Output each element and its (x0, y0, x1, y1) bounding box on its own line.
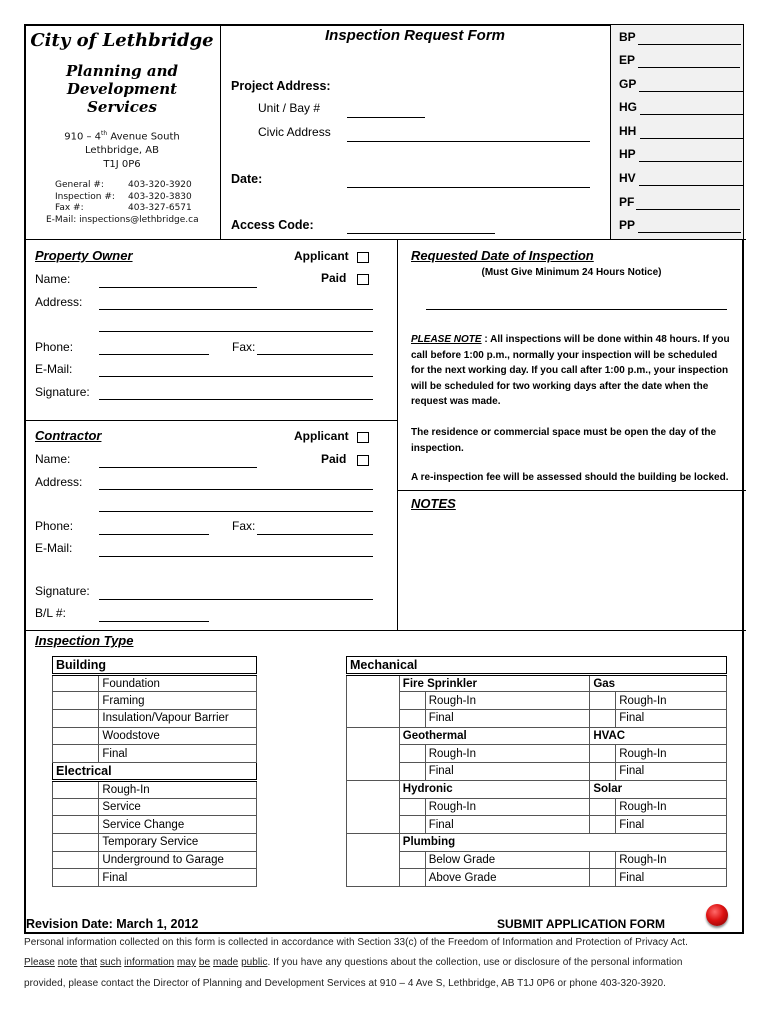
gas-header: Gas (590, 674, 727, 692)
dept-address (24, 127, 220, 172)
open-notice: The residence or commercial space must be open the day of the inspection. (411, 427, 717, 454)
mech-group-cell (347, 833, 400, 886)
contractor-fax-label: Fax: (232, 519, 256, 533)
code-label: PF (619, 195, 635, 209)
header-divider (24, 239, 746, 240)
electrical-item: Underground to Garage (99, 851, 257, 869)
plumbing-check-above-grade[interactable] (399, 869, 425, 887)
building-check-final[interactable] (53, 745, 99, 763)
owner-contractor-divider (24, 420, 398, 421)
building-item: Final (99, 745, 257, 763)
building-electrical-table (52, 656, 257, 887)
contractor-signature-field[interactable] (99, 599, 373, 600)
mech-item: Rough-In (425, 692, 590, 710)
code-field-bp[interactable] (638, 44, 741, 45)
mech-item: Final (616, 816, 727, 834)
contractor-applicant-checkbox[interactable] (357, 432, 369, 443)
contractor-address-field-1[interactable] (99, 489, 373, 490)
mech-group-cell (347, 727, 400, 780)
owner-email-field[interactable] (99, 376, 373, 377)
contact-email: E-Mail: inspections@lethbridge.ca (46, 215, 199, 225)
notes-title: NOTES (411, 496, 456, 511)
contractor-name-field[interactable] (99, 467, 257, 468)
contact-general: General #: 403-320-3920 (55, 180, 192, 190)
mech-group-cell (347, 674, 400, 727)
contractor-email-field[interactable] (99, 556, 373, 557)
gas-check-rough-in[interactable] (590, 692, 616, 710)
electrical-check-final[interactable] (53, 869, 99, 887)
hvac-header: HVAC (590, 727, 727, 745)
gas-check-final[interactable] (590, 710, 616, 728)
dept-line: Development (66, 80, 178, 98)
solar-header: Solar (590, 780, 727, 798)
electrical-check-underground[interactable] (53, 851, 99, 869)
address-postal: T1J 0P6 (103, 159, 141, 171)
mech-item: Rough-In (616, 798, 727, 816)
fire-sprinkler-check-rough-in[interactable] (399, 692, 425, 710)
owner-applicant-checkbox[interactable] (357, 252, 369, 263)
contractor-phone-field[interactable] (99, 534, 209, 535)
contractor-address-field-2[interactable] (99, 511, 373, 512)
date-field[interactable] (347, 187, 590, 188)
electrical-check-service[interactable] (53, 798, 99, 816)
owner-phone-label: Phone: (35, 340, 74, 354)
contractor-paid-checkbox[interactable] (357, 455, 369, 466)
access-code-label: Access Code: (231, 218, 314, 232)
contractor-paid-label: Paid (321, 452, 347, 466)
owner-signature-label: Signature: (35, 385, 90, 399)
contact-inspection: Inspection #: 403-320-3830 (55, 191, 192, 202)
owner-signature-field[interactable] (99, 399, 373, 400)
building-header: Building (53, 657, 257, 675)
code-label: PP (619, 218, 636, 232)
code-label: HH (619, 124, 637, 138)
code-field-hv[interactable] (639, 185, 743, 186)
access-code-field[interactable] (347, 233, 495, 234)
geothermal-check-rough-in[interactable] (399, 745, 425, 763)
reinspection-notice: A re-inspection fee will be assessed should the building be locked. (411, 472, 729, 483)
mech-item: Final (425, 710, 590, 728)
plumbing-check-below-grade[interactable] (399, 851, 425, 869)
geothermal-check-final[interactable] (399, 763, 425, 781)
form-title: Inspection Request Form (324, 27, 506, 44)
building-check-woodstove[interactable] (53, 727, 99, 745)
mechanical-table (346, 656, 727, 887)
code-label: BP (619, 30, 636, 44)
mechanical-header: Mechanical (347, 657, 727, 675)
owner-address-field-1[interactable] (99, 309, 373, 310)
mech-group-cell (347, 780, 400, 833)
contact-list (55, 180, 192, 215)
owner-fax-label: Fax: (232, 340, 256, 354)
building-item: Woodstove (99, 727, 257, 745)
mech-item: Above Grade (425, 869, 590, 887)
hydronic-header: Hydronic (399, 780, 590, 798)
mech-item: Final (616, 763, 727, 781)
electrical-check-service-change[interactable] (53, 816, 99, 834)
contractor-phone-label: Phone: (35, 519, 74, 533)
electrical-check-temporary-service[interactable] (53, 833, 99, 851)
mech-item: Rough-In (616, 745, 727, 763)
plumbing-check-final[interactable] (590, 869, 616, 887)
mech-item: Final (616, 710, 727, 728)
unit-label: Unit / Bay # (258, 101, 321, 115)
notes-divider (397, 490, 746, 491)
electrical-item: Service (99, 798, 257, 816)
code-field-hp[interactable] (639, 161, 742, 162)
inspection-type-title: Inspection Type (35, 633, 134, 648)
org-title: City of Lethbridge (30, 30, 214, 51)
code-field-pp[interactable] (638, 232, 741, 233)
solar-check-rough-in[interactable] (590, 798, 616, 816)
middle-divider (397, 240, 398, 631)
electrical-item: Temporary Service (99, 833, 257, 851)
contractor-bl-field[interactable] (99, 621, 209, 622)
hvac-check-rough-in[interactable] (590, 745, 616, 763)
dept-line: Planning and (66, 62, 178, 80)
civic-address-label: Civic Address (258, 125, 331, 139)
inspection-type-divider (24, 630, 746, 631)
owner-address-field-2[interactable] (99, 331, 373, 332)
contractor-signature-label: Signature: (35, 584, 90, 598)
permit-codes-panel (611, 25, 743, 239)
mech-item: Final (616, 869, 727, 887)
contractor-name-label: Name: (35, 452, 71, 466)
mech-item: Rough-In (425, 798, 590, 816)
solar-check-final[interactable] (590, 816, 616, 834)
owner-applicant-label: Applicant (294, 249, 349, 263)
fire-sprinkler-header: Fire Sprinkler (399, 674, 590, 692)
mech-item: Rough-In (425, 745, 590, 763)
contractor-bl-label: B/L #: (35, 606, 66, 620)
owner-fax-field[interactable] (257, 354, 373, 355)
code-label: HP (619, 147, 636, 161)
please-note-text: PLEASE NOTE : All inspections will be done within 48 hours. If you call before 1:00 p.m., normally your inspection will be scheduled for the next working day. If you call after 1:00 p.m., your inspection will be scheduled for two working days after the date when the request was made. (411, 334, 730, 407)
property-owner-title: Property Owner (35, 248, 133, 263)
project-address-label: Project Address: (231, 79, 331, 93)
code-label: HG (619, 100, 637, 114)
mech-item: Final (425, 816, 590, 834)
code-field-gp[interactable] (639, 91, 743, 92)
plumbing-check-rough-in[interactable] (590, 851, 616, 869)
owner-phone-field[interactable] (99, 354, 209, 355)
building-item: Insulation/Vapour Barrier (99, 710, 257, 728)
dept-line: Services (87, 98, 157, 116)
privacy-line-1: Personal information collected on this form is collected in accordance with Section 33(c) of the Freedom of Information and Protection of Privacy Act. (24, 937, 688, 948)
hydronic-check-rough-in[interactable] (399, 798, 425, 816)
electrical-item: Service Change (99, 816, 257, 834)
address-city: Lethbridge, AB (85, 145, 159, 157)
hydronic-check-final[interactable] (399, 816, 425, 834)
electrical-check-rough-in[interactable] (53, 780, 99, 798)
submit-label[interactable]: SUBMIT APPLICATION FORM (497, 917, 665, 931)
building-check-foundation[interactable] (53, 674, 99, 692)
building-check-framing[interactable] (53, 692, 99, 710)
building-item: Foundation (99, 674, 257, 692)
mech-item: Rough-In (616, 692, 727, 710)
revision-date: Revision Date: March 1, 2012 (26, 917, 199, 931)
contractor-applicant-label: Applicant (294, 429, 349, 443)
code-label: GP (619, 77, 637, 91)
notice-subtitle: (Must Give Minimum 24 Hours Notice) (481, 267, 662, 278)
fire-sprinkler-check-final[interactable] (399, 710, 425, 728)
plumbing-header: Plumbing (399, 833, 726, 851)
contractor-fax-field[interactable] (257, 534, 373, 535)
unit-field[interactable] (347, 117, 425, 118)
code-field-pf[interactable] (636, 209, 740, 210)
building-check-insulation[interactable] (53, 710, 99, 728)
mech-item: Below Grade (425, 851, 590, 869)
code-label: EP (619, 53, 636, 67)
contractor-address-label: Address: (35, 475, 83, 489)
code-field-ep[interactable] (638, 67, 740, 68)
owner-address-label: Address: (35, 295, 83, 309)
privacy-line-2: Please note that such information may be made public. If you have any questions about the collection, use or disclosure of the personal information (24, 957, 683, 968)
logo-divider (220, 24, 221, 240)
owner-name-label: Name: (35, 272, 71, 286)
privacy-line-3: provided, please contact the Director of Planning and Development Services at 910 – 4 Ave S, Lethbridge, AB T1J 0P6 or phone 403-320-3920. (24, 978, 666, 989)
owner-name-field[interactable] (99, 287, 257, 288)
submit-button[interactable] (706, 904, 728, 926)
electrical-item: Final (99, 869, 257, 887)
date-label: Date: (231, 172, 263, 186)
electrical-header: Electrical (53, 763, 257, 781)
owner-email-label: E-Mail: (35, 362, 73, 376)
mech-item: Rough-In (616, 851, 727, 869)
electrical-item: Rough-In (99, 780, 257, 798)
owner-paid-checkbox[interactable] (357, 274, 369, 285)
geothermal-header: Geothermal (399, 727, 590, 745)
hvac-check-final[interactable] (590, 763, 616, 781)
code-field-hg[interactable] (640, 114, 744, 115)
mech-item: Final (425, 763, 590, 781)
dept-name (24, 62, 220, 116)
owner-paid-label: Paid (321, 271, 347, 285)
code-field-hh[interactable] (640, 138, 744, 139)
code-label: HV (619, 171, 636, 185)
address-street: 910 – 4th Avenue South (64, 130, 180, 143)
requested-date-field[interactable] (426, 309, 727, 310)
contractor-title: Contractor (35, 428, 102, 443)
notes-area[interactable] (399, 512, 744, 629)
civic-address-field[interactable] (347, 141, 590, 142)
requested-date-title: Requested Date of Inspection (411, 248, 594, 263)
contact-fax: Fax #: 403-327-6571 (55, 203, 192, 213)
contractor-email-label: E-Mail: (35, 541, 73, 555)
building-item: Framing (99, 692, 257, 710)
